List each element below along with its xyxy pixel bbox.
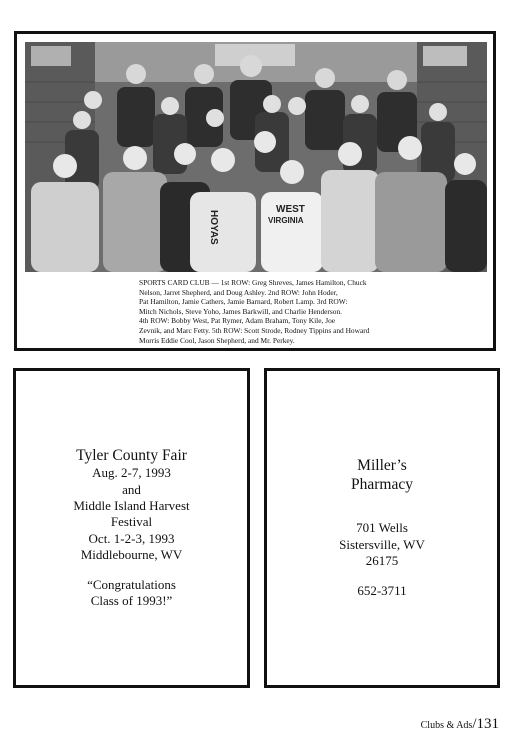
business-name-line1: Miller’s xyxy=(357,457,407,475)
page-number: 131 xyxy=(476,716,499,732)
shirt-text-hoyas: HOYAS xyxy=(208,210,219,245)
caption-line: SPORTS CARD CLUB — 1st ROW: Greg Shreves, James Hamilton, Chuck xyxy=(139,278,367,287)
section-name: Clubs & Ads xyxy=(420,720,473,731)
photo-frame xyxy=(14,31,496,351)
ad-millers-pharmacy xyxy=(264,368,500,688)
message-line2: Class of 1993!” xyxy=(90,593,173,609)
message-line1: “Congratulations xyxy=(87,577,176,593)
ad-title: Tyler County Fair xyxy=(76,447,187,465)
festival-name-line2: Festival xyxy=(110,514,153,530)
address-line1: 701 Wells xyxy=(356,520,408,536)
ad-tyler-county-fair xyxy=(13,368,250,688)
address-line2: Sistersville, WV xyxy=(339,536,425,552)
group-photo-illustration xyxy=(25,42,487,272)
fair-dates: Aug. 2-7, 1993 xyxy=(92,465,171,481)
zip-code: 26175 xyxy=(365,553,399,568)
page-footer xyxy=(421,716,499,733)
caption-line: Nelson, Jarret Shepherd, and Doug Ashley. 2nd ROW: John Hoder, xyxy=(139,287,338,297)
caption-line: 4th ROW: Bobby West, Pat Rymer, Adam Braham, Tony Kile, Joe xyxy=(139,316,336,326)
shirt-text-west: WEST xyxy=(276,204,305,215)
festival-name-line1: Middle Island Harvest xyxy=(73,497,190,513)
festival-dates: Oct. 1-2-3, 1993 xyxy=(88,530,175,546)
business-name-line2: Pharmacy xyxy=(351,476,413,494)
photo-caption xyxy=(139,278,427,345)
shirt-text-virginia: VIRGINIA xyxy=(268,216,304,225)
and-text: and xyxy=(122,481,141,497)
caption-line: Mitch Nichols, Steve Yoho, James Barkwill, and Charlie Henderson. xyxy=(139,306,343,316)
phone-number: 652-3711 xyxy=(357,583,407,599)
caption-line: Morris Eddie Cool, Jason Shepherd, and Mr. Perkey. xyxy=(139,335,295,345)
separator: / xyxy=(472,716,477,732)
group-photo xyxy=(25,42,487,272)
caption-line: Pat Hamilton, Jamie Cathers, Jamie Barnard, Robert Lamp. 3rd ROW: xyxy=(139,297,348,307)
caption-line: Zevnik, and Marc Fetty. 5th ROW: Scott Strode, Rodney Tippins and Howard xyxy=(139,325,370,335)
location: Middlebourne, WV xyxy=(80,546,183,562)
